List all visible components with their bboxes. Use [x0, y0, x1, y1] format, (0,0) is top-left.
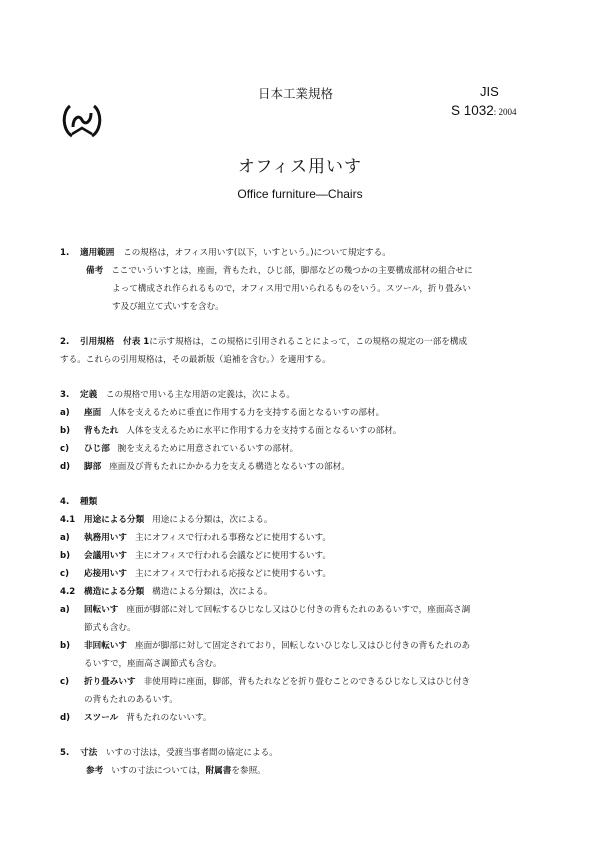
definition-item	[60, 424, 401, 438]
annex-reference: 附属書	[205, 766, 232, 776]
section-number: 3.	[60, 390, 70, 400]
item-mark: b)	[60, 426, 71, 436]
definition-text: 座面及び背もたれにかかる力を支える構造となるいすの部材。	[109, 462, 350, 472]
definition-term: ひじ部	[84, 444, 110, 454]
structure-item-b-line-1	[60, 639, 470, 653]
reference-text: を参照。	[231, 766, 266, 776]
classification-item	[60, 549, 331, 563]
section-text: この規格で用いる主な用語の定義は，次による。	[105, 390, 295, 400]
structure-text: 座面が脚部に対して固定されており，回転しないひじなし又はひじ付きの背もたれのあ	[134, 641, 471, 651]
section-number: 5.	[60, 748, 70, 758]
item-mark: b)	[60, 551, 71, 561]
definition-item	[60, 406, 384, 420]
definition-term: 脚部	[84, 462, 102, 472]
item-mark: d)	[60, 462, 71, 472]
classification-term: 執務用いす	[84, 533, 127, 543]
standard-year: : 2004	[493, 107, 517, 117]
classification-item	[60, 531, 331, 545]
reference-label: 参考	[86, 766, 104, 776]
item-mark: d)	[60, 713, 71, 723]
section-text: に示す規格は，この規格に引用されることによって，この規格の規定の一部を構成	[149, 337, 468, 347]
structure-item-d	[60, 711, 211, 725]
classification-item	[60, 567, 331, 581]
item-mark: b)	[60, 641, 71, 651]
definition-item	[60, 442, 298, 456]
document-title-en: Office furniture—Chairs	[237, 187, 363, 201]
jis-mark-logo	[60, 100, 104, 142]
section-1-note-line-1	[86, 264, 473, 278]
section-text: いすの寸法は，受渡当事者間の協定による。	[105, 748, 278, 758]
classification-term: 会議用いす	[84, 551, 127, 561]
structure-item-a-line-1	[60, 603, 470, 617]
section-label: 適用範囲	[79, 248, 115, 258]
section-number: 1.	[60, 248, 70, 258]
section-4-heading	[60, 495, 97, 509]
section-1-note-line-3: す及び組立て式いすを含む。	[112, 302, 224, 312]
section-1-note-line-2: よって構成され作られるもので，オフィス用で用いられるものをいう。スツール，折り畳みい	[112, 284, 471, 294]
classification-text: 主にオフィスで行われる応接などに使用するいす。	[134, 569, 332, 579]
definition-text: 腕を支えるために用意されているいすの部材。	[117, 444, 299, 454]
definition-term: 背もたれ	[84, 426, 119, 436]
subsection-label: 用途による分類	[84, 515, 145, 525]
structure-term: 回転いす	[84, 605, 119, 615]
section-text: この規格は，オフィス用いす(以下，いすという。)について規定する。	[123, 248, 391, 258]
structure-term: 非回転いす	[84, 641, 127, 651]
section-label: 定義	[79, 390, 98, 400]
section-5-reference	[86, 764, 266, 778]
structure-text: 背もたれのないいす。	[126, 713, 212, 723]
structure-item-c-line-2: の背もたれのあるいす。	[84, 695, 178, 705]
definition-text: 人体を支えるために水平に作用する力を支持する面となるいすの部材。	[126, 426, 402, 436]
standard-number: S 1032	[451, 103, 494, 118]
item-mark: a)	[60, 533, 70, 543]
structure-text: 座面が脚部に対して回転するひじなし又はひじ付きの背もたれのあるいすで，座面高さ調	[126, 605, 471, 615]
subsection-text: 用途による分類は，次による。	[152, 515, 273, 525]
section-2-line-1	[60, 335, 467, 349]
subsection-label: 構造による分類	[84, 587, 145, 597]
classification-text: 主にオフィスで行われる会議などに使用するいす。	[134, 551, 332, 561]
classification-term: 応接用いす	[84, 569, 127, 579]
section-label: 引用規格	[79, 337, 115, 347]
section-label: 種類	[79, 497, 98, 507]
section-2-line-2: する。これらの引用規格は，その最新版（追補を含む。）を適用する。	[60, 355, 331, 365]
classification-text: 主にオフィスで行われる事務などに使用するいす。	[134, 533, 332, 543]
note-text: ここでいういすとは，座面，背もたれ，ひじ部，脚部などの幾つかの主要構成部材の組合せに	[111, 266, 473, 276]
jis-label: JIS	[480, 84, 499, 99]
section-1-heading	[60, 246, 391, 260]
structure-term: 折り畳みいす	[84, 677, 136, 687]
standard-code	[451, 103, 517, 118]
item-mark: c)	[60, 569, 70, 579]
structure-text: 非使用時に座面，脚部，背もたれなどを折り畳むことのできるひじなし又はひじ付き	[143, 677, 471, 687]
annex-reference: 付表 1	[123, 337, 150, 347]
structure-item-a-line-2: 節式も含む。	[84, 623, 136, 633]
document-title-ja: オフィス用いす	[237, 157, 363, 177]
reference-text: いすの寸法については，	[111, 766, 206, 776]
section-3-heading	[60, 388, 295, 402]
section-5-heading	[60, 746, 278, 760]
structure-term: スツール	[84, 713, 119, 723]
structure-item-b-line-2: るいすで，座面高さ調節式も含む。	[84, 659, 222, 669]
structure-item-c-line-1	[60, 675, 470, 689]
subsection-4-1-heading	[60, 513, 273, 527]
section-number: 4.	[60, 497, 70, 507]
definition-item	[60, 460, 350, 474]
definition-text: 人体を支えるために垂直に作用する力を支持する面となるいすの部材。	[109, 408, 385, 418]
subsection-number: 4.2	[60, 587, 76, 597]
item-mark: a)	[60, 605, 70, 615]
item-mark: c)	[60, 444, 70, 454]
item-mark: c)	[60, 677, 70, 687]
subsection-number: 4.1	[60, 515, 76, 525]
standard-name: 日本工業規格	[258, 86, 334, 101]
subsection-text: 構造による分類は，次による。	[152, 587, 273, 597]
section-number: 2.	[60, 337, 70, 347]
subsection-4-2-heading	[60, 585, 273, 599]
section-label: 寸法	[79, 748, 98, 758]
definition-term: 座面	[84, 408, 102, 418]
note-label: 備考	[86, 266, 104, 276]
item-mark: a)	[60, 408, 70, 418]
